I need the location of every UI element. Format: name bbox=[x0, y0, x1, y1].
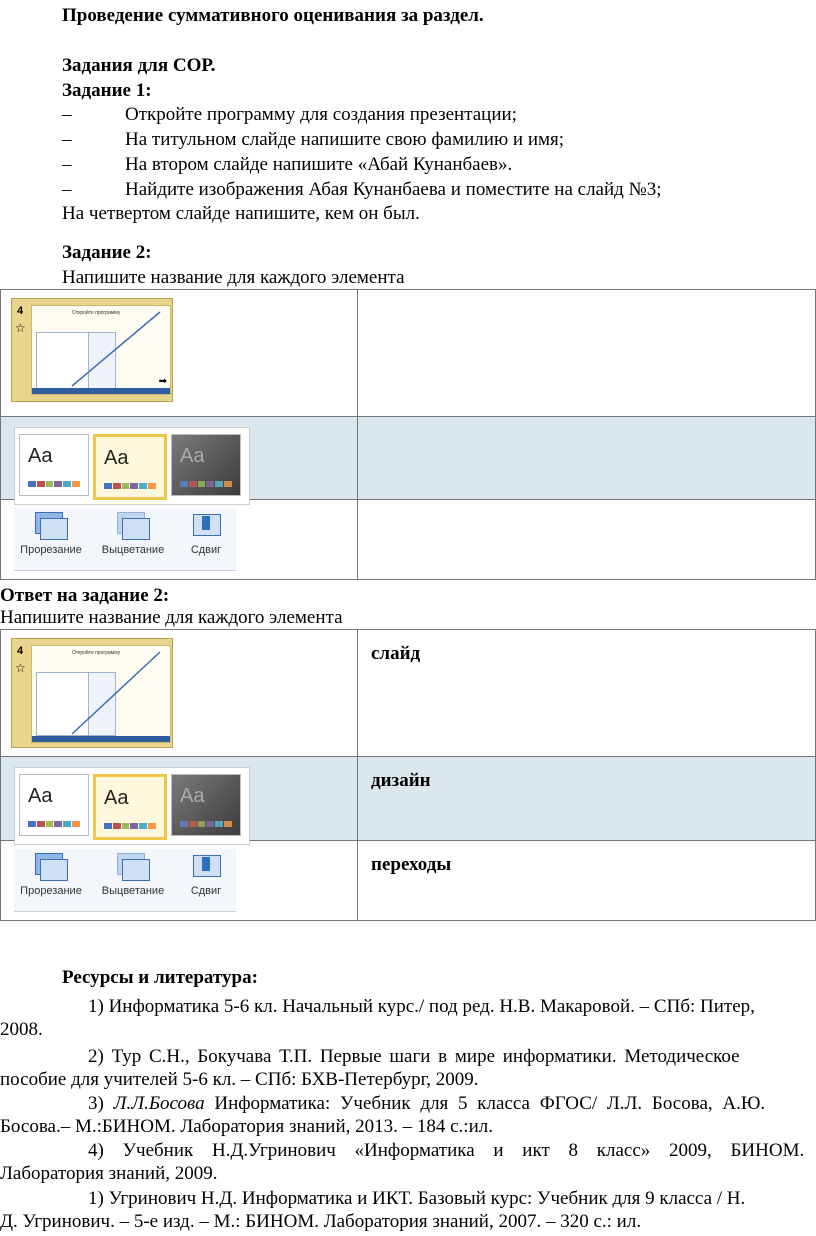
answer-text: дизайн bbox=[371, 770, 431, 791]
transition-label: Выцветание bbox=[101, 885, 165, 897]
color-swatches bbox=[28, 481, 80, 487]
page-heading: Проведение суммативного оценивания за раздел. bbox=[62, 5, 484, 26]
transitions-gallery bbox=[14, 849, 236, 912]
star-icon: ☆ bbox=[15, 661, 26, 675]
color-swatches bbox=[104, 483, 156, 489]
resource-line: Д. Угринович. – 5-е изд. – М.: БИНОМ. Лаборатория знаний, 2007. – 320 с.: ил. bbox=[0, 1211, 642, 1232]
list-bullet: – bbox=[62, 154, 72, 175]
transition-fade-icon bbox=[117, 512, 149, 538]
themes-gallery bbox=[14, 767, 250, 845]
resource-line: Босова.– М.:БИНОМ. Лаборатория знаний, 2013. – 184 с.:ил. bbox=[0, 1116, 493, 1137]
transition-label: Сдвиг bbox=[190, 885, 222, 897]
transition-label: Прорезание bbox=[20, 885, 82, 897]
task2-instruction: Напишите название для каждого элемента bbox=[62, 267, 405, 288]
slide-number: 4 bbox=[17, 305, 24, 317]
answer-cell bbox=[358, 417, 816, 500]
theme-office bbox=[19, 774, 89, 836]
list-bullet: – bbox=[62, 129, 72, 150]
transition-fade bbox=[96, 853, 170, 897]
slide-thumbnail bbox=[11, 638, 173, 748]
theme-dark bbox=[171, 434, 241, 496]
slide-content bbox=[31, 305, 171, 395]
transition-fade-icon bbox=[117, 853, 149, 879]
resource-text: Информатика: Учебник для 5 класса ФГОС/ Л.Л. Босова, А.Ю. bbox=[214, 1093, 766, 1114]
transition-fade bbox=[96, 512, 170, 556]
task2-title: Задание 2: bbox=[62, 242, 152, 263]
image-cell bbox=[1, 290, 358, 417]
transition-cut-icon bbox=[35, 512, 67, 538]
slide-content bbox=[31, 645, 171, 743]
next-arrow-icon: ➡ bbox=[158, 376, 167, 387]
slide-title: Откройте программу bbox=[72, 650, 121, 656]
list-item-text: Найдите изображения Абая Кунанбаева и поместите на слайд №3; bbox=[125, 179, 662, 200]
resource-line: 1) Угринович Н.Д. Информатика и ИКТ. Базовый курс: Учебник для 9 класса / Н. bbox=[88, 1188, 746, 1209]
slide-thumbnail bbox=[11, 298, 173, 402]
image-cell bbox=[1, 757, 358, 841]
image-cell bbox=[1, 841, 358, 921]
transition-label: Сдвиг bbox=[190, 544, 222, 556]
resource-line bbox=[88, 1094, 765, 1113]
answer-cell bbox=[358, 630, 816, 757]
transition-cut-icon bbox=[35, 853, 67, 879]
resource-line: 4) Учебник Н.Д.Угринович «Информатика и икт 8 класс» 2009, БИНОМ. bbox=[88, 1140, 805, 1161]
resources-title: Ресурсы и литература: bbox=[62, 967, 258, 988]
theme-label: Aa bbox=[28, 785, 53, 807]
color-swatches bbox=[28, 821, 80, 827]
list-item-text: На втором слайде напишите «Абай Кунанбаев». bbox=[125, 154, 513, 175]
list-bullet: – bbox=[62, 104, 72, 125]
resource-line: пособие для учителей 5-6 кл. – СПб: БХВ-Петербург, 2009. bbox=[0, 1069, 479, 1090]
image-cell bbox=[1, 500, 358, 580]
color-swatches bbox=[180, 821, 232, 827]
taskbar bbox=[32, 388, 170, 394]
task1-title: Задание 1: bbox=[62, 80, 152, 101]
tasks-title: Задания для СОР. bbox=[62, 55, 216, 76]
theme-label: Aa bbox=[180, 785, 205, 807]
transition-push bbox=[184, 853, 228, 897]
transition-label: Прорезание bbox=[20, 544, 82, 556]
task2-table bbox=[0, 289, 816, 580]
image-cell bbox=[1, 417, 358, 500]
transition-cut bbox=[16, 512, 86, 556]
color-swatches bbox=[180, 481, 232, 487]
list-item-text: На титульном слайде напишите свою фамилию и имя; bbox=[125, 129, 565, 150]
resource-line: 2008. bbox=[0, 1019, 43, 1040]
answer-text: переходы bbox=[371, 854, 452, 875]
answer-text: слайд bbox=[371, 643, 421, 664]
theme-label: Aa bbox=[104, 787, 129, 809]
theme-label: Aa bbox=[180, 445, 205, 467]
arrow-line-icon bbox=[32, 306, 170, 394]
arrow-line-icon bbox=[32, 646, 170, 742]
resource-line: Лаборатория знаний, 2009. bbox=[0, 1163, 218, 1184]
theme-dark bbox=[171, 774, 241, 836]
slide-number: 4 bbox=[17, 645, 24, 657]
answer2-table bbox=[0, 629, 816, 921]
transition-label: Выцветание bbox=[101, 544, 165, 556]
resource-line: 2) Тур С.Н., Бокучава Т.П. Первые шаги в мире информатики. Методическое bbox=[88, 1046, 740, 1067]
taskbar bbox=[32, 736, 170, 742]
theme-selected bbox=[93, 434, 167, 500]
answer-cell bbox=[358, 500, 816, 580]
answer-cell bbox=[358, 757, 816, 841]
themes-gallery bbox=[14, 427, 250, 505]
slide-title: Откройте программу bbox=[72, 310, 121, 316]
answer-cell bbox=[358, 290, 816, 417]
star-icon: ☆ bbox=[15, 321, 26, 335]
transition-push bbox=[184, 512, 228, 556]
list-bullet: – bbox=[62, 179, 72, 200]
answer2-title: Ответ на задание 2: bbox=[0, 585, 170, 606]
transition-push-icon bbox=[190, 853, 222, 879]
theme-office bbox=[19, 434, 89, 496]
list-item-text: Откройте программу для создания презентации; bbox=[125, 104, 517, 125]
resource-author: Л.Л.Босова bbox=[113, 1093, 205, 1114]
transition-push-icon bbox=[190, 512, 222, 538]
task1-last-line: На четвертом слайде напишите, кем он был. bbox=[62, 203, 420, 224]
theme-selected bbox=[93, 774, 167, 840]
transition-cut bbox=[16, 853, 86, 897]
color-swatches bbox=[104, 823, 156, 829]
answer-cell bbox=[358, 841, 816, 921]
resource-line: 1) Информатика 5-6 кл. Начальный курс./ под ред. Н.В. Макаровой. – СПб: Питер, bbox=[88, 996, 755, 1017]
theme-label: Aa bbox=[104, 447, 129, 469]
image-cell bbox=[1, 630, 358, 757]
resource-number: 3) bbox=[88, 1093, 104, 1114]
theme-label: Aa bbox=[28, 445, 53, 467]
answer2-instruction: Напишите название для каждого элемента bbox=[0, 607, 343, 628]
transitions-gallery bbox=[14, 508, 236, 571]
